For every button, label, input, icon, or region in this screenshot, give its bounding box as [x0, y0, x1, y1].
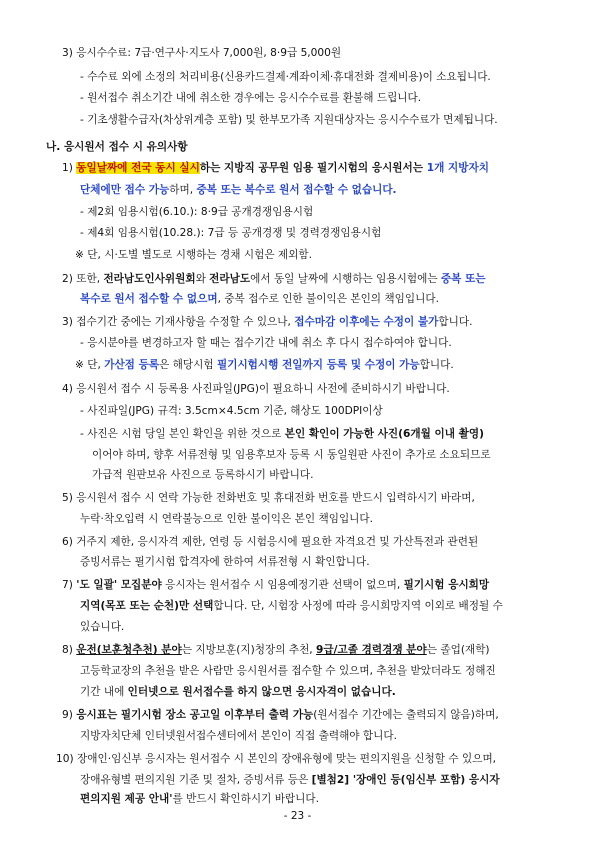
item-8-line-1 [62, 643, 490, 657]
item-1-line-2 [80, 183, 397, 197]
bold-text: 전라남도 [209, 273, 251, 285]
item-text: 합니다. [438, 316, 473, 328]
item-number: 5) [62, 492, 73, 504]
highlight-text: 동일날짜에 전국 동시 실시 [76, 162, 200, 174]
fee-heading: 3) 응시수수료: 7급·연구사·지도사 7,000원, 8·9급 5,000원 [62, 47, 342, 59]
item-text: 와 [195, 273, 210, 285]
emphasis-text: 1개 지방자치 [426, 162, 489, 174]
item-text: 또한, [76, 273, 104, 285]
emphasis-text: 중복 또는 [440, 273, 486, 285]
item-text: 응시원서 접수 시 연락 가능한 전화번호 및 휴대전화 번호를 반드시 입력하시기 바라며, [76, 492, 475, 504]
item-text: (원서접수 기간에는 출력되지 않음)하며, [313, 709, 499, 721]
item-number: 4) [62, 383, 73, 395]
item-1-line-1 [62, 161, 489, 175]
bold-text: 지역(목포 또는 순천)만 선택 [80, 600, 214, 612]
item-3-note [75, 358, 454, 372]
item-number: 2) [62, 273, 73, 285]
bold-text: 응시표는 필기시험 장소 공고일 이후부터 출력 가능 [76, 709, 314, 721]
fee-bullet: - 기초생활수급자(차상위계층 포함) 및 한부모가족 지원대상자는 응시수수료가 면제됩니다. [80, 114, 498, 126]
item-8-line-2: 고등학교장의 추천을 받은 사람만 응시원서를 접수할 수 있으며, 추천을 받았더라도 정해진 [80, 665, 496, 677]
bold-text: 전라남도인사위원회 [103, 273, 196, 285]
item-text: 기간 내에 [80, 686, 128, 698]
item-4-sub-2-cont: 이어야 하며, 향후 서류전형 및 임용후보자 등록 시 동일원판 사진이 추가로 소요되므로 [92, 449, 491, 461]
page-number: - 23 - [283, 810, 312, 822]
item-10-line-3 [80, 792, 319, 806]
underlined-text: 9급/고졸 경력경쟁 분야 [316, 644, 427, 656]
item-number: 9) [62, 709, 73, 721]
item-text: 는 졸업(재학) [426, 644, 490, 656]
item-4-line-1 [62, 382, 450, 396]
item-10-line-2 [80, 773, 500, 787]
item-number: 10) [56, 753, 74, 765]
item-text: 응시자는 원서접수 시 임용예정기관 선택이 없으며, [161, 579, 404, 591]
item-number: 7) [62, 579, 73, 591]
note-text: ※ 단, [75, 359, 105, 371]
item-5-line-2: 누락·착오입력 시 연락불능으로 인한 불이익은 본인 책임입니다. [80, 513, 374, 525]
item-number: 3) [62, 316, 73, 328]
item-text: 는 지방보훈(지)청장의 추천, [181, 644, 317, 656]
bold-text: 인터넷으로 원서접수를 하지 않으면 응시자격이 없습니다. [127, 686, 396, 698]
item-text: 응시원서 접수 시 등록용 사진파일(JPG)이 필요하니 사전에 준비하시기 바랍니다. [76, 383, 450, 395]
bold-text: 본인 확인이 가능한 사진(6개월 이내 촬영) [284, 428, 484, 440]
item-text: 합니다. 단, 시험장 사정에 따라 응시희망지역 이외로 배정될 수 [213, 600, 503, 612]
item-number: 6) [62, 536, 73, 548]
item-5-line-1 [62, 491, 475, 505]
item-text: 장애유형별 편의지원 기준 및 절차, 증빙서류 등은 [80, 774, 312, 786]
section-title: 나. 응시원서 접수 시 유의사항 [46, 141, 188, 153]
item-10-line-1 [56, 752, 496, 766]
item-8-line-3 [80, 685, 396, 699]
item-2-line-2 [80, 292, 439, 306]
fee-bullet: - 수수료 외에 소정의 처리비용(신용카드결제·계좌이체·휴대전화 결제비용)이 소요됩니다. [80, 71, 491, 83]
item-1-note: ※ 단, 시·도별 별도로 시행하는 경채 시험은 제외함. [75, 249, 312, 261]
emphasis-text: 중복 또는 복수로 원서 접수할 수 없습니다. [196, 184, 397, 196]
item-9-line-1 [62, 708, 499, 722]
item-4-sub: - 사진파일(JPG) 규격: 3.5cm×4.5cm 기준, 해상도 100DPI이상 [80, 405, 383, 417]
note-text: 은 해당시험 [159, 359, 217, 371]
item-text: 에서 동일 날짜에 시행하는 임용시험에는 [250, 273, 441, 285]
item-text: 하며, [169, 184, 197, 196]
item-text: 를 반드시 확인하시기 바랍니다. [172, 793, 320, 805]
note-text: 합니다. [419, 359, 454, 371]
emphasis-text: 필기시험시행 전일까지 등록 및 수정이 가능 [216, 359, 420, 371]
emphasis-text: 단체에만 접수 가능 [80, 184, 170, 196]
item-number: 8) [62, 644, 73, 656]
bold-text: '도 일괄' 모집분야 [76, 579, 162, 591]
emphasis-text: 접수마감 이후에는 수정이 불가 [294, 316, 439, 328]
item-number: 1) [62, 162, 73, 174]
item-3-line-1 [62, 315, 472, 329]
item-4-sub-2-cont: 가급적 원판보유 사진으로 등록하시기 바랍니다. [92, 469, 314, 481]
item-7-line-1 [62, 578, 489, 592]
item-text: 하는 지방직 공무원 임용 필기시험의 응시원서는 [199, 162, 427, 174]
item-9-line-2: 지방자치단체 인터넷원서접수센터에서 본인이 직접 출력해야 합니다. [80, 730, 397, 742]
bold-text: 필기시험 응시희망 [403, 579, 490, 591]
item-text: - 사진은 시험 당일 본인 확인을 위한 것으로 [80, 428, 285, 440]
emphasis-text: 복수로 원서 접수할 수 없으며 [80, 293, 218, 305]
emphasis-text: 가산점 등록 [104, 359, 160, 371]
item-1-sub: - 제4회 임용시험(10.28.): 7급 등 공개경쟁 및 경력경쟁임용시험 [80, 227, 382, 239]
item-7-line-3: 있습니다. [80, 621, 125, 633]
item-4-sub-2 [80, 427, 484, 441]
item-3-sub: - 응시분야를 변경하고자 할 때는 접수기간 내에 취소 후 다시 접수하여야 합니다. [80, 337, 452, 349]
underlined-text: 운전(보훈청추천) 분야 [76, 644, 182, 656]
item-text: 장애인·임신부 응시자는 원서접수 시 본인의 장애유형에 맞는 편의지원을 신청할 수 있으며, [77, 753, 497, 765]
bold-text: 편의지원 제공 안내' [80, 793, 173, 805]
fee-bullet: - 원서접수 취소기간 내에 취소한 경우에는 응시수수료를 환불해 드립니다. [80, 92, 422, 104]
item-text: 거주지 제한, 응시자격 제한, 연령 등 시험응시에 필요한 자격요건 및 가산특전과 관련된 [76, 536, 479, 548]
bold-text: [별첨2] '장애인 등(임신부 포함) 응시자 [311, 774, 500, 786]
item-1-sub: - 제2회 임용시험(6.10.): 8·9급 공개경쟁임용시험 [80, 206, 314, 218]
item-7-line-2 [80, 599, 503, 613]
item-6-line-1 [62, 535, 478, 549]
item-text: 접수기간 중에는 기재사항을 수정할 수 있으나, [76, 316, 295, 328]
item-text: , 중복 접수로 인한 불이익은 본인의 책임입니다. [217, 293, 439, 305]
item-6-line-2: 증빙서류는 필기시험 합격자에 한하여 서류전형 시 확인합니다. [80, 556, 370, 568]
item-2-line-1 [62, 272, 486, 286]
